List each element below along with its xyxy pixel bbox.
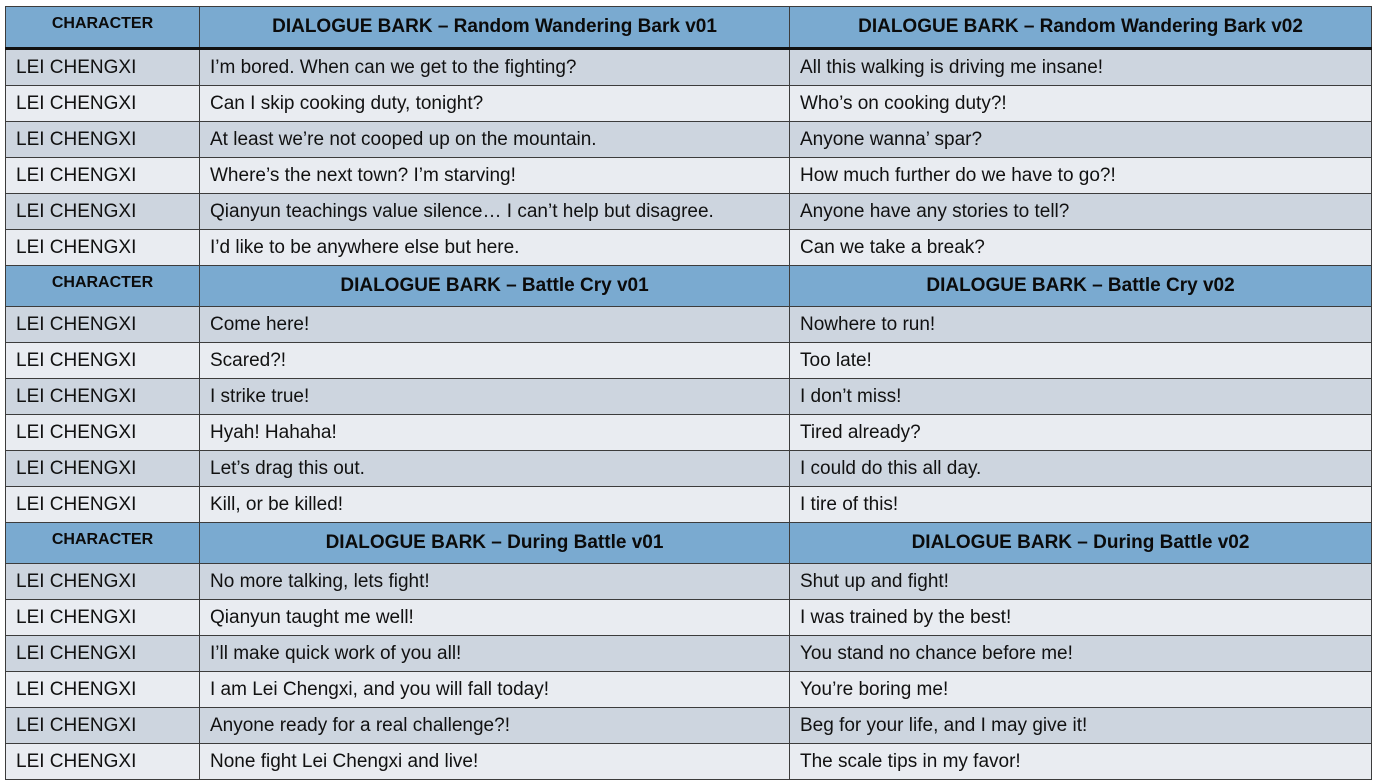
table-row	[6, 49, 1372, 86]
table-row	[6, 744, 1372, 780]
bark-v02-cell: I don’t miss!	[790, 379, 1372, 415]
character-cell: LEI CHENGXI	[6, 744, 200, 780]
bark-v02-cell: Beg for your life, and I may give it!	[790, 708, 1372, 744]
bark-v01-cell: I strike true!	[200, 379, 790, 415]
table-row	[6, 451, 1372, 487]
table-row	[6, 415, 1372, 451]
bark-v01-cell: I’ll make quick work of you all!	[200, 636, 790, 672]
bark-v01-cell: I’m bored. When can we get to the fighting?	[200, 49, 790, 86]
bark-v01-cell: I’d like to be anywhere else but here.	[200, 230, 790, 266]
bark-v01-cell: Scared?!	[200, 343, 790, 379]
header-bark-v02: DIALOGUE BARK – Battle Cry v02	[790, 266, 1372, 307]
header-bark-v02: DIALOGUE BARK – Random Wandering Bark v02	[790, 7, 1372, 49]
section-header-battle-cry	[6, 266, 1372, 307]
bark-v02-cell: I was trained by the best!	[790, 600, 1372, 636]
header-bark-v02: DIALOGUE BARK – During Battle v02	[790, 523, 1372, 564]
bark-v02-cell: Shut up and fight!	[790, 564, 1372, 600]
character-cell: LEI CHENGXI	[6, 307, 200, 343]
table-row	[6, 672, 1372, 708]
character-cell: LEI CHENGXI	[6, 343, 200, 379]
bark-v02-cell: Can we take a break?	[790, 230, 1372, 266]
header-bark-v01: DIALOGUE BARK – Random Wandering Bark v01	[200, 7, 790, 49]
character-cell: LEI CHENGXI	[6, 672, 200, 708]
character-cell: LEI CHENGXI	[6, 194, 200, 230]
bark-v02-cell: Too late!	[790, 343, 1372, 379]
header-character: CHARACTER	[6, 7, 200, 49]
bark-v01-cell: Qianyun taught me well!	[200, 600, 790, 636]
bark-v02-cell: Nowhere to run!	[790, 307, 1372, 343]
table-row	[6, 487, 1372, 523]
bark-v01-cell: Kill, or be killed!	[200, 487, 790, 523]
bark-v01-cell: I am Lei Chengxi, and you will fall today!	[200, 672, 790, 708]
bark-v01-cell: Anyone ready for a real challenge?!	[200, 708, 790, 744]
bark-v02-cell: All this walking is driving me insane!	[790, 49, 1372, 86]
character-cell: LEI CHENGXI	[6, 379, 200, 415]
character-cell: LEI CHENGXI	[6, 415, 200, 451]
bark-v01-cell: Where’s the next town? I’m starving!	[200, 158, 790, 194]
character-cell: LEI CHENGXI	[6, 122, 200, 158]
header-character: CHARACTER	[6, 523, 200, 564]
section-header-wandering	[6, 7, 1372, 49]
header-bark-v01: DIALOGUE BARK – During Battle v01	[200, 523, 790, 564]
bark-v01-cell: Come here!	[200, 307, 790, 343]
header-bark-v01: DIALOGUE BARK – Battle Cry v01	[200, 266, 790, 307]
table-row	[6, 379, 1372, 415]
bark-v02-cell: Tired already?	[790, 415, 1372, 451]
bark-v01-cell: Hyah! Hahaha!	[200, 415, 790, 451]
table-row	[6, 194, 1372, 230]
character-cell: LEI CHENGXI	[6, 487, 200, 523]
table-row	[6, 86, 1372, 122]
bark-v02-cell: Anyone wanna’ spar?	[790, 122, 1372, 158]
section-header-during-battle	[6, 523, 1372, 564]
character-cell: LEI CHENGXI	[6, 600, 200, 636]
header-character: CHARACTER	[6, 266, 200, 307]
character-cell: LEI CHENGXI	[6, 636, 200, 672]
table-row	[6, 307, 1372, 343]
table-row	[6, 230, 1372, 266]
bark-v02-cell: Anyone have any stories to tell?	[790, 194, 1372, 230]
bark-v01-cell: None fight Lei Chengxi and live!	[200, 744, 790, 780]
bark-v01-cell: No more talking, lets fight!	[200, 564, 790, 600]
table-row	[6, 343, 1372, 379]
bark-v02-cell: You stand no chance before me!	[790, 636, 1372, 672]
table-row	[6, 564, 1372, 600]
bark-v02-cell: I could do this all day.	[790, 451, 1372, 487]
character-cell: LEI CHENGXI	[6, 49, 200, 86]
bark-v02-cell: I tire of this!	[790, 487, 1372, 523]
bark-v02-cell: How much further do we have to go?!	[790, 158, 1372, 194]
character-cell: LEI CHENGXI	[6, 158, 200, 194]
bark-v01-cell: Let’s drag this out.	[200, 451, 790, 487]
table-row	[6, 636, 1372, 672]
character-cell: LEI CHENGXI	[6, 230, 200, 266]
character-cell: LEI CHENGXI	[6, 564, 200, 600]
bark-v01-cell: Can I skip cooking duty, tonight?	[200, 86, 790, 122]
table-row	[6, 158, 1372, 194]
table-row	[6, 600, 1372, 636]
character-cell: LEI CHENGXI	[6, 86, 200, 122]
bark-v01-cell: At least we’re not cooped up on the mountain.	[200, 122, 790, 158]
character-cell: LEI CHENGXI	[6, 708, 200, 744]
dialogue-bark-sheet	[5, 6, 1371, 780]
bark-v01-cell: Qianyun teachings value silence… I can’t help but disagree.	[200, 194, 790, 230]
bark-v02-cell: Who’s on cooking duty?!	[790, 86, 1372, 122]
bark-v02-cell: The scale tips in my favor!	[790, 744, 1372, 780]
bark-v02-cell: You’re boring me!	[790, 672, 1372, 708]
table-row	[6, 708, 1372, 744]
character-cell: LEI CHENGXI	[6, 451, 200, 487]
dialogue-bark-table	[5, 6, 1372, 780]
table-row	[6, 122, 1372, 158]
